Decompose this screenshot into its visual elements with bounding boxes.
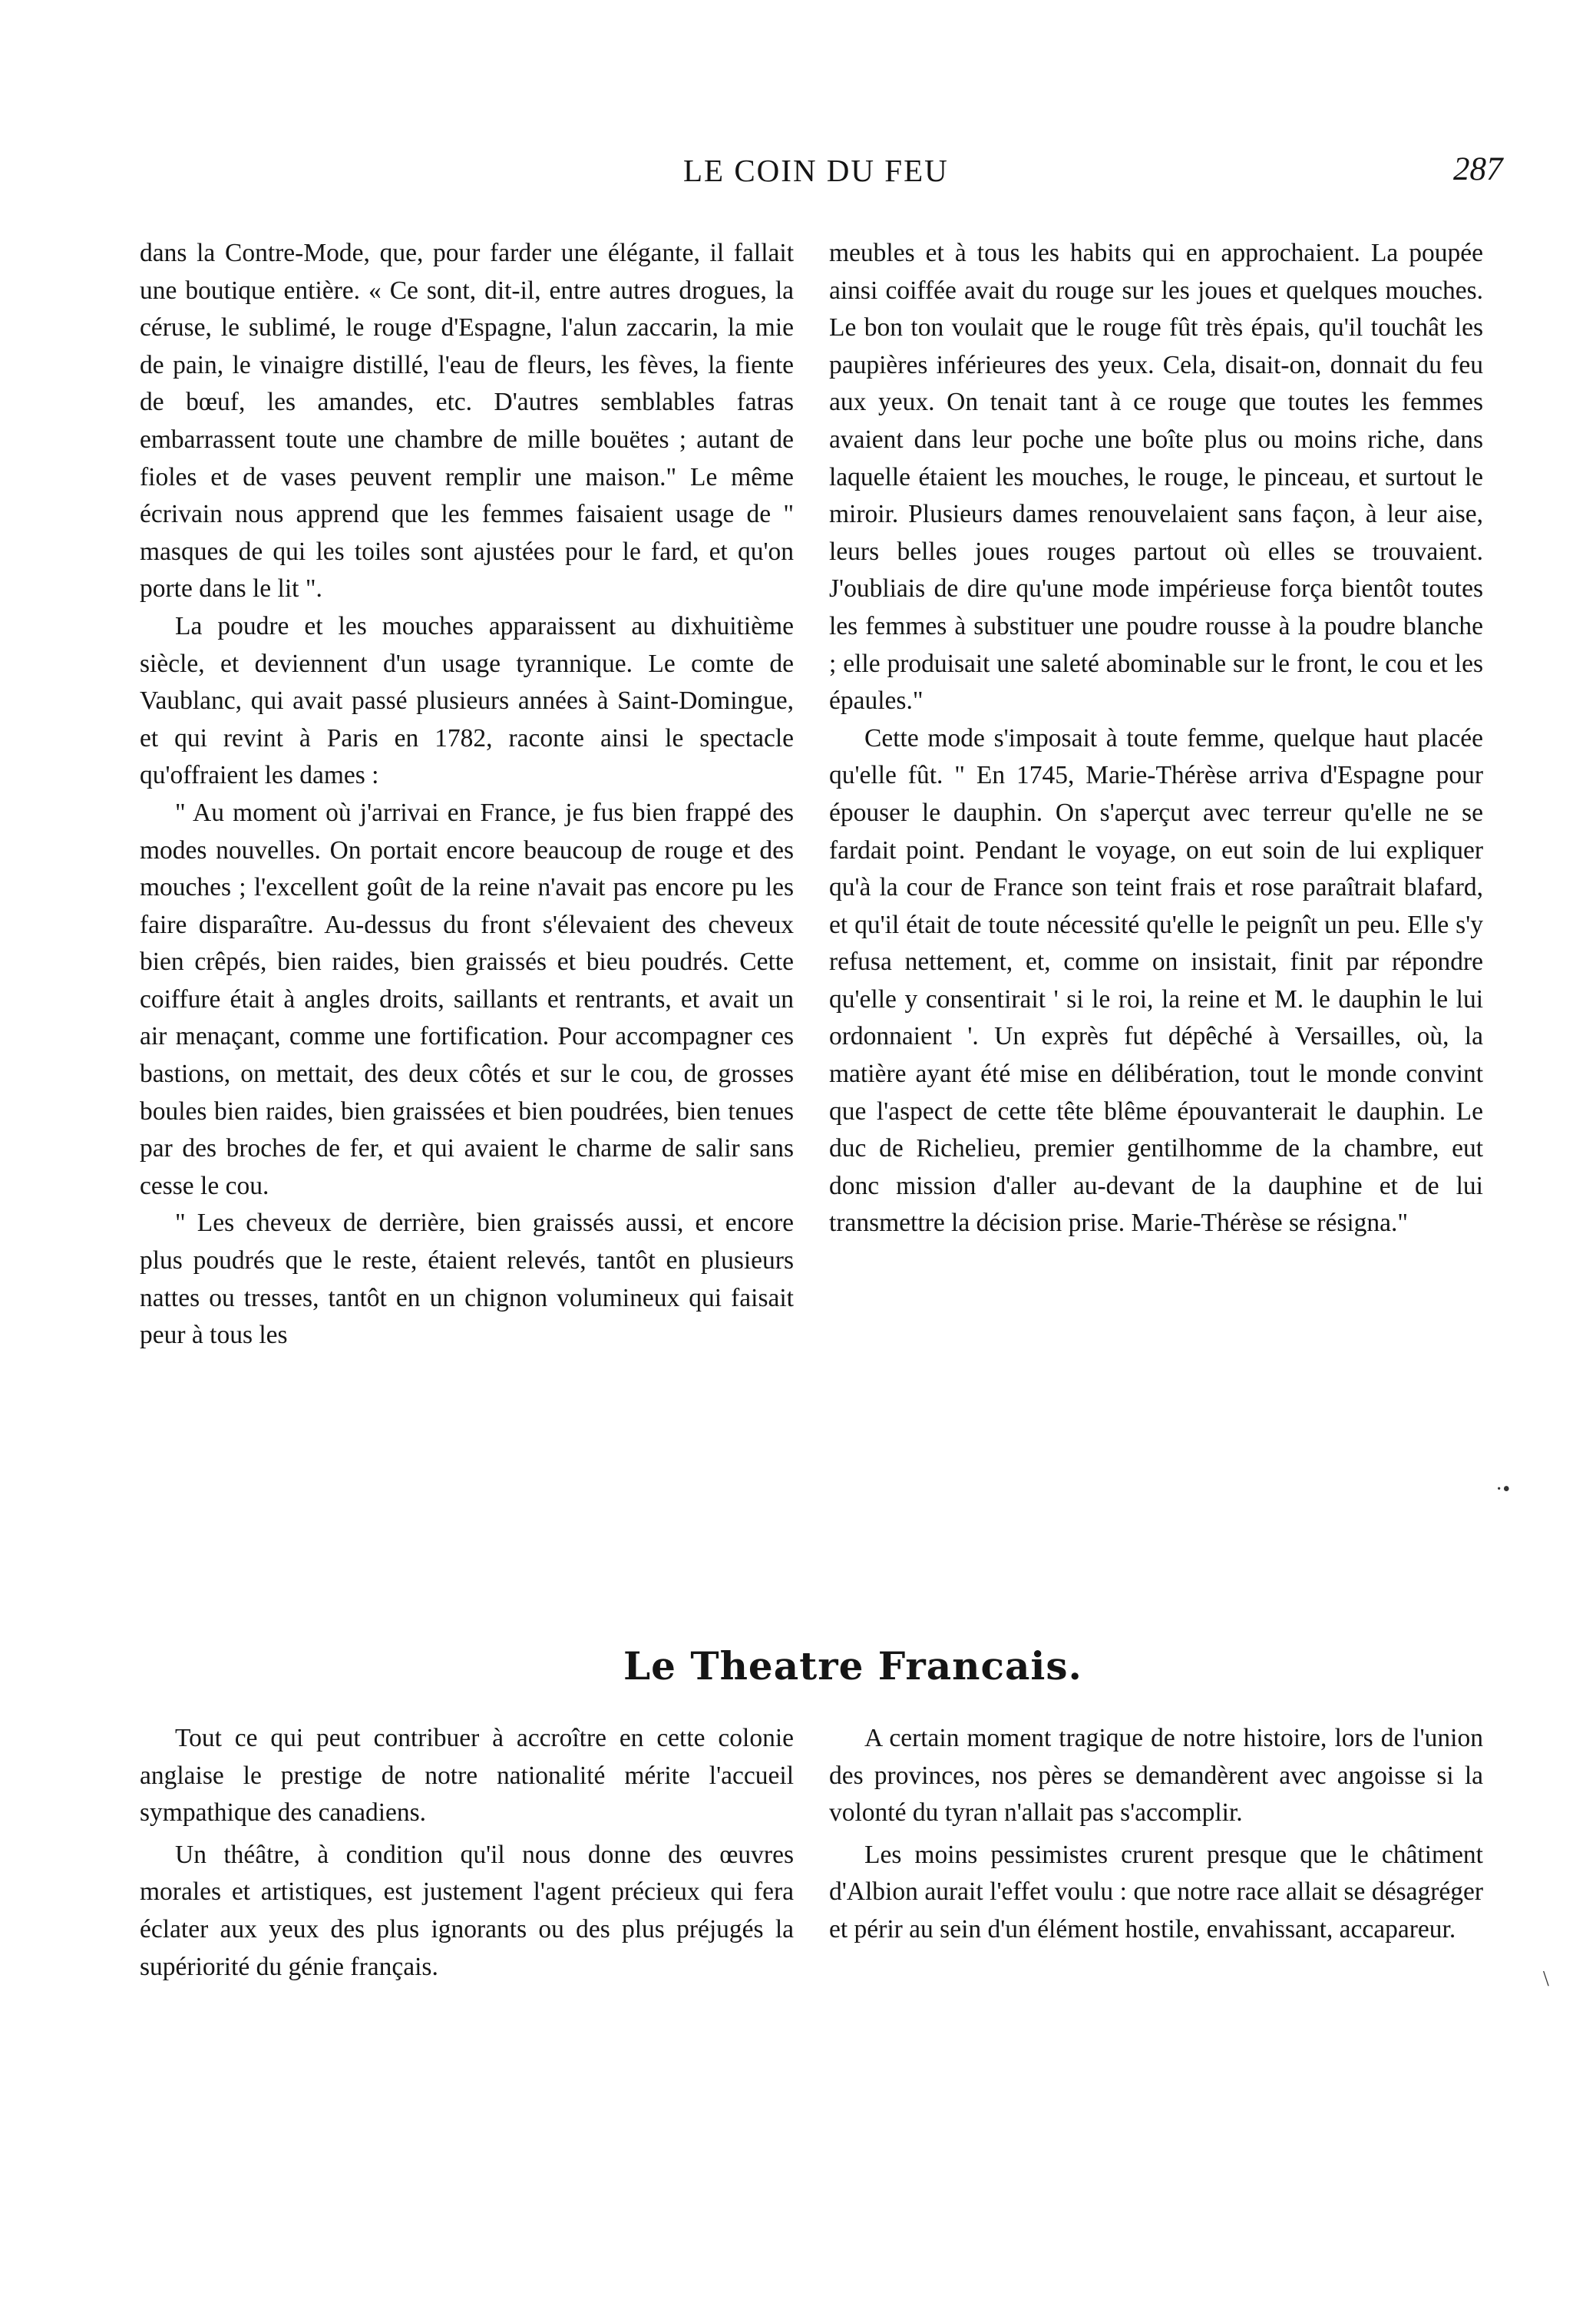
paragraph: La poudre et les mouches apparaissent au dixhuitième siècle, et deviennent d'un usage tyrannique. Le comte de Vaublanc, qui avait passé plusieurs années à Saint-Domingue, et qui revint à Paris en 1782, raconte ainsi le spectacle qu'offraient les dames : [140, 611, 794, 790]
section-title: Le Theatre Francais. [623, 1643, 1082, 1689]
paragraph: Cette mode s'imposait à toute femme, quelque haut placée qu'elle fût. " En 1745, Marie-Thérèse arriva d'Espagne pour épouser le dauphin. On s'aperçut avec terreur qu'elle ne se fardait point. Pendant le voyage, on eut soin de lui expliquer qu'à la cour de France son teint frais et rose paraîtrait blafard, et qu'il était de toute nécessité qu'elle le peignît un peu. Elle s'y refusa nettement, et, comme on insistait, finit par répondre qu'elle y consentirait ' si le roi, la reine et M. le dauphin le lui ordonnaient '. Un exprès fut dépêché à Versailles, où, la matière ayant été mise en délibération, tout le monde convint que l'aspect de cette tête blême épouvanterait le dauphin. Le duc de Richelieu, premier gentilhomme de la chambre, eut donc mission d'aller au-devant de la dauphine et de lui transmettre la décision prise. Marie-Thérèse se résigna." [829, 723, 1483, 1238]
paragraph: dans la Contre-Mode, que, pour farder une élégante, il fallait une boutique entière. « Ce sont, dit-il, entre autres drogues, la céruse, le sublimé, le rouge d'Espagne, l'alun zaccarin, la mie de pain, le vinaigre distillé, l'eau de fleurs, les fèves, la fiente de bœuf, les amandes, etc. D'autres semblables fatras embarrassent toute une chambre de mille bouëtes ; autant de fioles et de vases peuvent remplir une maison." Le même écrivain nous apprend que les femmes faisaient usage de " masques de qui les toiles sont ajustées pour le fard, et qu'on porte dans le lit ". [140, 239, 794, 604]
paragraph: " Au moment où j'arrivai en France, je fus bien frappé des modes nouvelles. On portait encore beaucoup de rouge et des mouches ; l'excellent goût de la reine n'avait pas encore pu les faire disparaître. Au-dessus du front s'élevaient des cheveux bien crêpés, bien raides, bien graissés et bieu poudrés. Cette coiffure était à angles droits, saillants et rentrants, et avait un air menaçant, comme une fortification. Pour accompagner ces bastions, on mettait, des deux côtés et sur le cou, de grosses boules bien raides, bien graissées et bien poudrées, bien tenues par des broches de fer, et qui avaient le charme de salir sans cesse le cou. [140, 798, 794, 1200]
paragraph: Un théâtre, à condition qu'il nous donne des œuvres morales et artistiques, est justement l'agent précieux qui fera éclater aux yeux des plus ignorants ou des plus préjugés la supériorité du génie français. [140, 1840, 794, 1981]
print-mark: \ [1543, 1967, 1549, 1991]
paragraph: Tout ce qui peut contribuer à accroître en cette colonie anglaise le prestige de notre nationalité mérite l'accueil sympathique des canadiens. [140, 1724, 794, 1828]
article-column-left [140, 235, 794, 1355]
section-column-right [829, 1720, 1483, 1953]
paragraph: " Les cheveux de derrière, bien graissés aussi, et encore plus poudrés que le reste, étaient relevés, tantôt en plusieurs nattes ou tresses, tantôt en un chignon volumineux qui faisait peur à tous les [140, 1209, 794, 1350]
page-number: 287 [1453, 151, 1503, 187]
section-column-left [140, 1720, 794, 1990]
article-column-right [829, 235, 1483, 1242]
paragraph: A certain moment tragique de notre histoire, lors de l'union des provinces, nos pères se demandèrent avec angoisse si la volonté du tyran n'allait pas s'accomplir. [829, 1724, 1483, 1828]
paragraph: Les moins pessimistes crurent presque que le châtiment d'Albion aurait l'effet voulu : que notre race allait se désagréger et périr au sein d'un élément hostile, envahissant, accapareur. [829, 1840, 1483, 1943]
print-mark: ·• [1495, 1477, 1511, 1501]
paragraph: meubles et à tous les habits qui en approchaient. La poupée ainsi coiffée avait du rouge sur les joues et quelques mouches. Le bon ton voulait que le rouge fût très épais, qu'il touchât les paupières inférieures des yeux. Cela, disait-on, donnait du feu aux yeux. On tenait tant à ce rouge que toutes les femmes avaient dans leur poche une boîte plus ou moins riche, dans laquelle étaient les mouches, le rouge, le pinceau, et surtout le miroir. Plusieurs dames renouvelaient sans façon, à leur aise, leurs belles joues rouges partout où elles se trouvaient. J'oubliais de dire qu'une mode impérieuse força bientôt toutes les femmes à substituer une poudre rousse à la poudre blanche ; elle produisait une saleté abominable sur le front, le cou et les épaules." [829, 239, 1483, 716]
running-head: LE COIN DU FEU [683, 153, 949, 188]
